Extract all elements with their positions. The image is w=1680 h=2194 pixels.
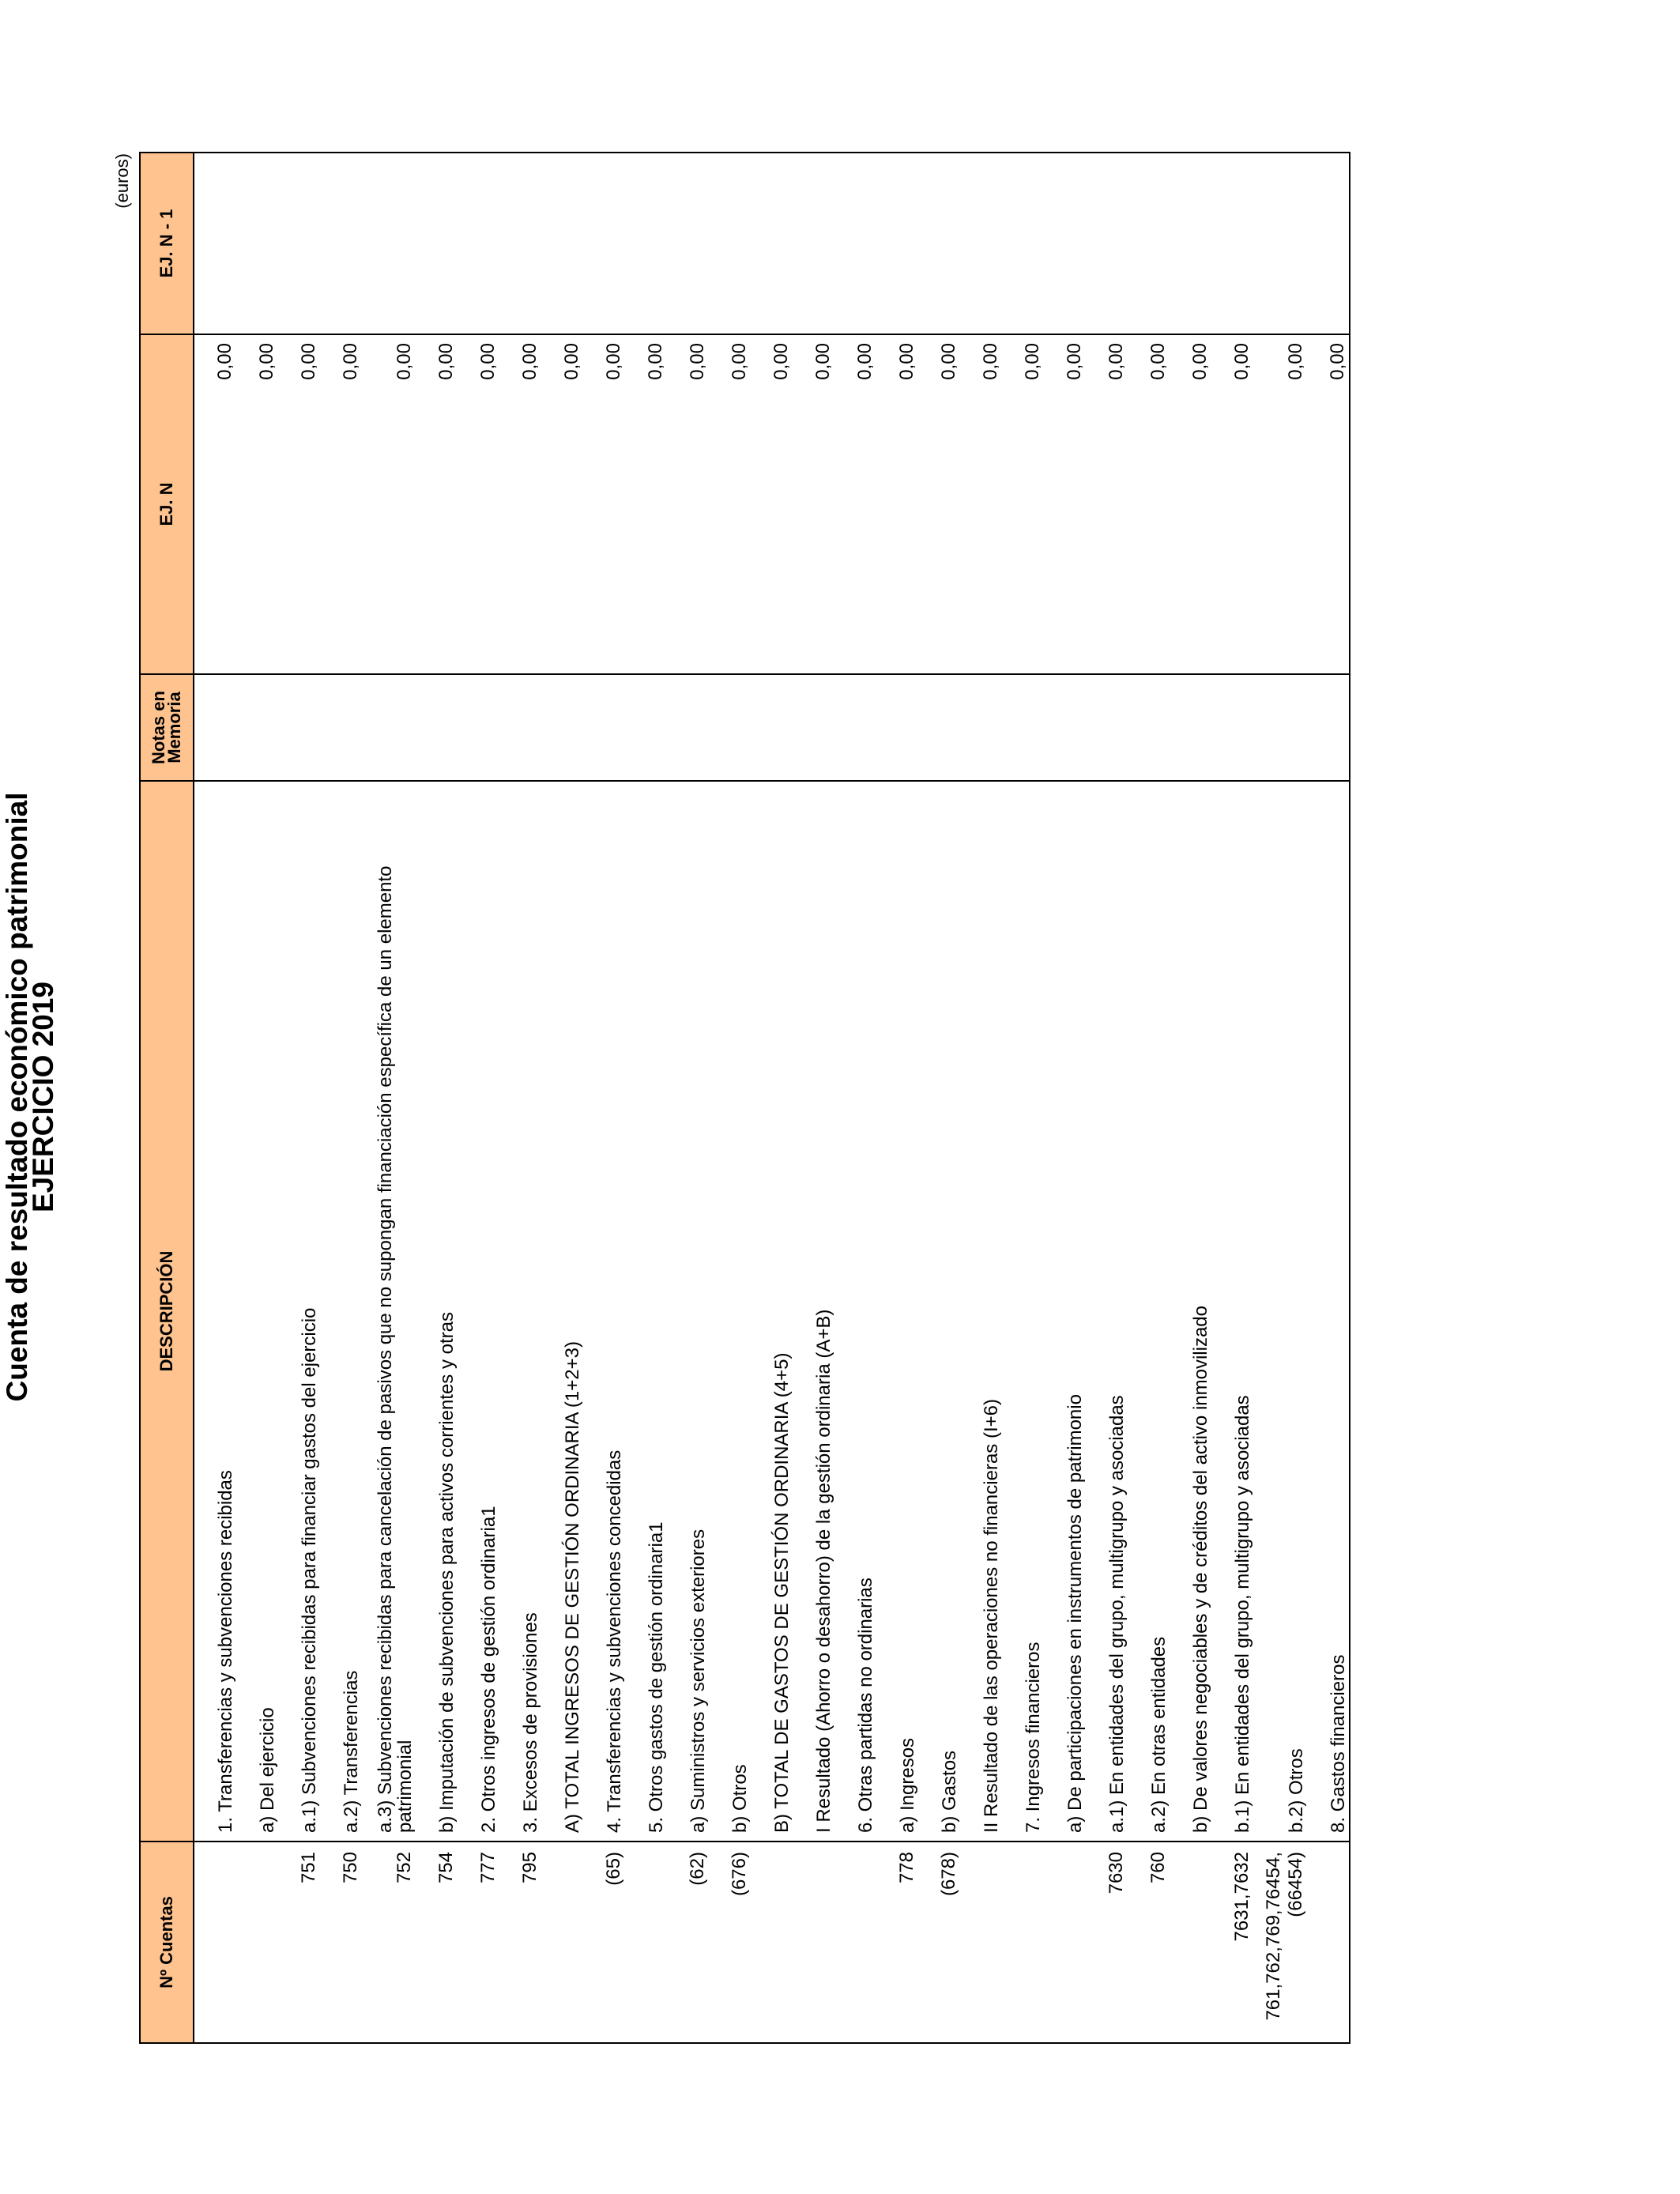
- cell-notas: [1211, 674, 1253, 781]
- row-description: I Resultado (Ahorro o desahorro) de la gestión ordinaria (A+B): [813, 1309, 834, 1833]
- row-description: 3. Excesos de provisiones: [520, 1612, 541, 1833]
- cell-descripcion: [1002, 781, 1044, 1842]
- cell-cuentas: [541, 1842, 583, 2043]
- cell-cuentas: (65): [583, 1842, 625, 2043]
- cell-ej-n: 0,00: [834, 334, 876, 674]
- cell-ej-n: 0,00: [194, 334, 236, 674]
- cell-ej-n1: [960, 153, 1002, 334]
- row-description: a.2) En otras entidades: [1148, 1636, 1170, 1833]
- table-row: [918, 153, 960, 2043]
- cell-notas: [1044, 674, 1086, 781]
- cell-cuentas: [1044, 1842, 1086, 2043]
- cell-notas: [1128, 674, 1170, 781]
- cell-descripcion: [918, 781, 960, 1842]
- cell-descripcion: [709, 781, 751, 1842]
- cell-ej-n1: [709, 153, 751, 334]
- cell-ej-n: 0,00: [1211, 334, 1253, 674]
- table-row: [499, 153, 541, 2043]
- table-row: [625, 153, 667, 2043]
- table-row: [793, 153, 834, 2043]
- cell-descripcion: [278, 781, 320, 1842]
- cell-descripcion: [583, 781, 625, 1842]
- cell-notas: [583, 674, 625, 781]
- row-description: a) Suministros y servicios exteriores: [687, 1529, 709, 1833]
- row-description: b.1) En entidades del grupo, multigrupo y asociadas: [1232, 1395, 1253, 1833]
- cell-descripcion: [458, 781, 499, 1842]
- row-description: 4. Transferencias y subvenciones concedidas: [604, 1449, 625, 1833]
- cell-notas: [751, 674, 793, 781]
- cell-notas: [416, 674, 458, 781]
- cell-notas: [320, 674, 362, 781]
- cell-notas: [918, 674, 960, 781]
- cell-notas: [278, 674, 320, 781]
- cell-descripcion: [320, 781, 362, 1842]
- cell-cuentas: [194, 1842, 236, 2043]
- cell-ej-n1: [1170, 153, 1211, 334]
- cell-notas: [709, 674, 751, 781]
- cell-descripcion: [236, 781, 278, 1842]
- row-description: a) De participaciones en instrumentos de patrimonio: [1064, 1394, 1086, 1833]
- table-row: [667, 153, 709, 2043]
- cell-cuentas: 752: [362, 1842, 416, 2043]
- cell-cuentas: 778: [876, 1842, 918, 2043]
- cell-notas: [667, 674, 709, 781]
- cell-cuentas: 795: [499, 1842, 541, 2043]
- table-row: [1307, 153, 1350, 2043]
- cell-ej-n1: [194, 153, 236, 334]
- cell-cuentas: 750: [320, 1842, 362, 2043]
- cell-ej-n: 0,00: [416, 334, 458, 674]
- cell-ej-n: 0,00: [1044, 334, 1086, 674]
- cell-descripcion: [1211, 781, 1253, 1842]
- cell-cuentas: 760: [1128, 1842, 1170, 2043]
- row-description: b) Otros: [729, 1764, 751, 1833]
- cell-ej-n: 0,00: [362, 334, 416, 674]
- table-row: [1170, 153, 1211, 2043]
- cell-cuentas: 777: [458, 1842, 499, 2043]
- cell-descripcion: [751, 781, 793, 1842]
- table-body: [194, 153, 1350, 2043]
- results-table: [139, 152, 1350, 2044]
- cell-ej-n: 0,00: [918, 334, 960, 674]
- header-notas: [140, 674, 194, 781]
- cell-cuentas: [1170, 1842, 1211, 2043]
- cell-notas: [876, 674, 918, 781]
- cell-notas: [1307, 674, 1350, 781]
- cell-ej-n: 0,00: [1253, 334, 1307, 674]
- cell-ej-n: 0,00: [583, 334, 625, 674]
- cell-ej-n1: [541, 153, 583, 334]
- row-description: a) Ingresos: [897, 1737, 918, 1833]
- row-description: a.1) Subvenciones recibidas para financiar gastos del ejercicio: [299, 1307, 320, 1833]
- cell-ej-n1: [1307, 153, 1350, 334]
- cell-notas: [499, 674, 541, 781]
- table-row: [236, 153, 278, 2043]
- cell-ej-n1: [362, 153, 416, 334]
- cell-cuentas: [793, 1842, 834, 2043]
- cell-ej-n: 0,00: [960, 334, 1002, 674]
- cell-cuentas: [1307, 1842, 1350, 2043]
- cell-descripcion: [416, 781, 458, 1842]
- cell-descripcion: [1044, 781, 1086, 1842]
- page-title: Cuenta de resultado económico patrimonial: [1, 792, 33, 1402]
- cell-descripcion: [499, 781, 541, 1842]
- cell-ej-n1: [458, 153, 499, 334]
- cell-ej-n: 0,00: [320, 334, 362, 674]
- cell-descripcion: [667, 781, 709, 1842]
- cell-notas: [1002, 674, 1044, 781]
- cell-ej-n: 0,00: [1086, 334, 1128, 674]
- cell-ej-n1: [499, 153, 541, 334]
- cell-cuentas: (62): [667, 1842, 709, 2043]
- cell-ej-n1: [834, 153, 876, 334]
- page-subtitle: EJERCICIO 2019: [27, 981, 59, 1213]
- cell-ej-n: 0,00: [625, 334, 667, 674]
- cell-descripcion: [194, 781, 236, 1842]
- cell-ej-n1: [320, 153, 362, 334]
- cell-ej-n1: [1002, 153, 1044, 334]
- cell-ej-n1: [751, 153, 793, 334]
- cell-cuentas: 751: [278, 1842, 320, 2043]
- cell-notas: [1086, 674, 1128, 781]
- cell-ej-n: 0,00: [1002, 334, 1044, 674]
- cell-ej-n1: [278, 153, 320, 334]
- table-row: [583, 153, 625, 2043]
- table-row: [541, 153, 583, 2043]
- table-row: [1086, 153, 1128, 2043]
- header-notas-line1: Notas en: [149, 691, 168, 764]
- cell-ej-n1: [1128, 153, 1170, 334]
- table-row: [1211, 153, 1253, 2043]
- cell-cuentas: (676): [709, 1842, 751, 2043]
- cell-descripcion: [1170, 781, 1211, 1842]
- cell-ej-n: 0,00: [876, 334, 918, 674]
- cell-descripcion: [1307, 781, 1350, 1842]
- cell-ej-n: 0,00: [1128, 334, 1170, 674]
- row-description: b) De valores negociables y de créditos del activo inmovilizado: [1190, 1305, 1211, 1833]
- cell-descripcion: [793, 781, 834, 1842]
- cell-descripcion: [1128, 781, 1170, 1842]
- cell-cuentas: [834, 1842, 876, 2043]
- cell-ej-n: 0,00: [751, 334, 793, 674]
- cell-notas: [236, 674, 278, 781]
- table-row: [1002, 153, 1044, 2043]
- cell-ej-n1: [918, 153, 960, 334]
- header-cuentas: Nº Cuentas: [140, 1842, 194, 2043]
- table-row: [960, 153, 1002, 2043]
- row-description: b.2) Otros: [1286, 1748, 1307, 1833]
- row-description: 6. Otras partidas no ordinarias: [855, 1578, 876, 1833]
- cell-cuentas: 7630: [1086, 1842, 1128, 2043]
- row-description: a.1) En entidades del grupo, multigrupo y asociadas: [1106, 1395, 1128, 1833]
- cell-ej-n1: [1086, 153, 1128, 334]
- cell-ej-n: 0,00: [541, 334, 583, 674]
- header-ej-n1: EJ. N - 1: [140, 153, 194, 334]
- cell-cuentas: [751, 1842, 793, 2043]
- cell-ej-n1: [667, 153, 709, 334]
- cell-notas: [960, 674, 1002, 781]
- row-description: B) TOTAL DE GASTOS DE GESTIÓN ORDINARIA (4+5): [771, 1352, 793, 1833]
- table-row: [458, 153, 499, 2043]
- cell-cuentas: [960, 1842, 1002, 2043]
- cell-cuentas: 754: [416, 1842, 458, 2043]
- cell-ej-n1: [236, 153, 278, 334]
- table-row: [876, 153, 918, 2043]
- cell-notas: [625, 674, 667, 781]
- table-row: [416, 153, 458, 2043]
- cell-ej-n: 0,00: [1307, 334, 1350, 674]
- table-row: [278, 153, 320, 2043]
- row-description: 2. Otros ingresos de gestión ordinaria1: [478, 1506, 499, 1833]
- row-description: b) Gastos: [939, 1750, 960, 1833]
- cell-cuentas: [236, 1842, 278, 2043]
- cell-notas: [458, 674, 499, 781]
- cell-ej-n: 0,00: [458, 334, 499, 674]
- cell-ej-n: 0,00: [236, 334, 278, 674]
- cell-ej-n1: [876, 153, 918, 334]
- row-description: a.3) Subvenciones recibidas para cancelación de pasivos que no supongan financiación específica de un elemento patrimonial: [375, 865, 416, 1833]
- cell-notas: [1253, 674, 1307, 781]
- row-description: A) TOTAL INGRESOS DE GESTIÓN ORDINARIA (1+2+3): [562, 1341, 583, 1833]
- cell-ej-n1: [625, 153, 667, 334]
- cell-cuentas: [625, 1842, 667, 2043]
- row-description: 1. Transferencias y subvenciones recibidas: [215, 1470, 236, 1833]
- table-row: [709, 153, 751, 2043]
- cell-notas: [194, 674, 236, 781]
- table-row: [1253, 153, 1307, 2043]
- cell-descripcion: [541, 781, 583, 1842]
- cell-cuentas: 7631,7632: [1211, 1842, 1253, 2043]
- cell-descripcion: [960, 781, 1002, 1842]
- header-notas-line2: Memoria: [164, 692, 184, 763]
- cell-notas: [1170, 674, 1211, 781]
- cell-ej-n: 0,00: [793, 334, 834, 674]
- cell-descripcion: [362, 781, 416, 1842]
- cell-notas: [834, 674, 876, 781]
- cell-ej-n1: [1211, 153, 1253, 334]
- header-descripcion: DESCRIPCIÓN: [140, 781, 194, 1842]
- currency-note: (euros): [112, 153, 132, 209]
- table-row: [1128, 153, 1170, 2043]
- cell-ej-n: 0,00: [667, 334, 709, 674]
- cell-ej-n: 0,00: [278, 334, 320, 674]
- cell-ej-n1: [1253, 153, 1307, 334]
- cell-notas: [362, 674, 416, 781]
- cell-descripcion: [834, 781, 876, 1842]
- cell-ej-n1: [793, 153, 834, 334]
- table-row: [362, 153, 416, 2043]
- row-description: 5. Otros gastos de gestión ordinaria1: [646, 1521, 667, 1833]
- cell-ej-n: 0,00: [1170, 334, 1211, 674]
- cell-ej-n: 0,00: [709, 334, 751, 674]
- cell-descripcion: [1253, 781, 1307, 1842]
- row-description: a) Del ejercicio: [257, 1707, 278, 1833]
- row-description: 8. Gastos financieros: [1328, 1654, 1349, 1833]
- table-row: [194, 153, 236, 2043]
- cell-descripcion: [625, 781, 667, 1842]
- cell-ej-n1: [1044, 153, 1086, 334]
- row-description: a.2) Transferencias: [341, 1670, 362, 1833]
- cell-ej-n1: [583, 153, 625, 334]
- cell-descripcion: [876, 781, 918, 1842]
- row-description: b) Imputación de subvenciones para activos corrientes y otras: [436, 1311, 458, 1833]
- cell-descripcion: [1086, 781, 1128, 1842]
- table-row: [320, 153, 362, 2043]
- header-ej-n: EJ. N: [140, 334, 194, 674]
- table-row: [1044, 153, 1086, 2043]
- cell-ej-n1: [416, 153, 458, 334]
- table-row: [834, 153, 876, 2043]
- table-header-row: [140, 153, 194, 2043]
- row-description: II Resultado de las operaciones no financieras (I+6): [981, 1399, 1002, 1833]
- table-row: [751, 153, 793, 2043]
- cell-cuentas: [1002, 1842, 1044, 2043]
- cell-notas: [793, 674, 834, 781]
- cell-cuentas: (678): [918, 1842, 960, 2043]
- cell-cuentas: 761,762,769,76454,(66454): [1253, 1842, 1307, 2043]
- cell-notas: [541, 674, 583, 781]
- cell-ej-n: 0,00: [499, 334, 541, 674]
- row-description: 7. Ingresos financieros: [1023, 1642, 1044, 1833]
